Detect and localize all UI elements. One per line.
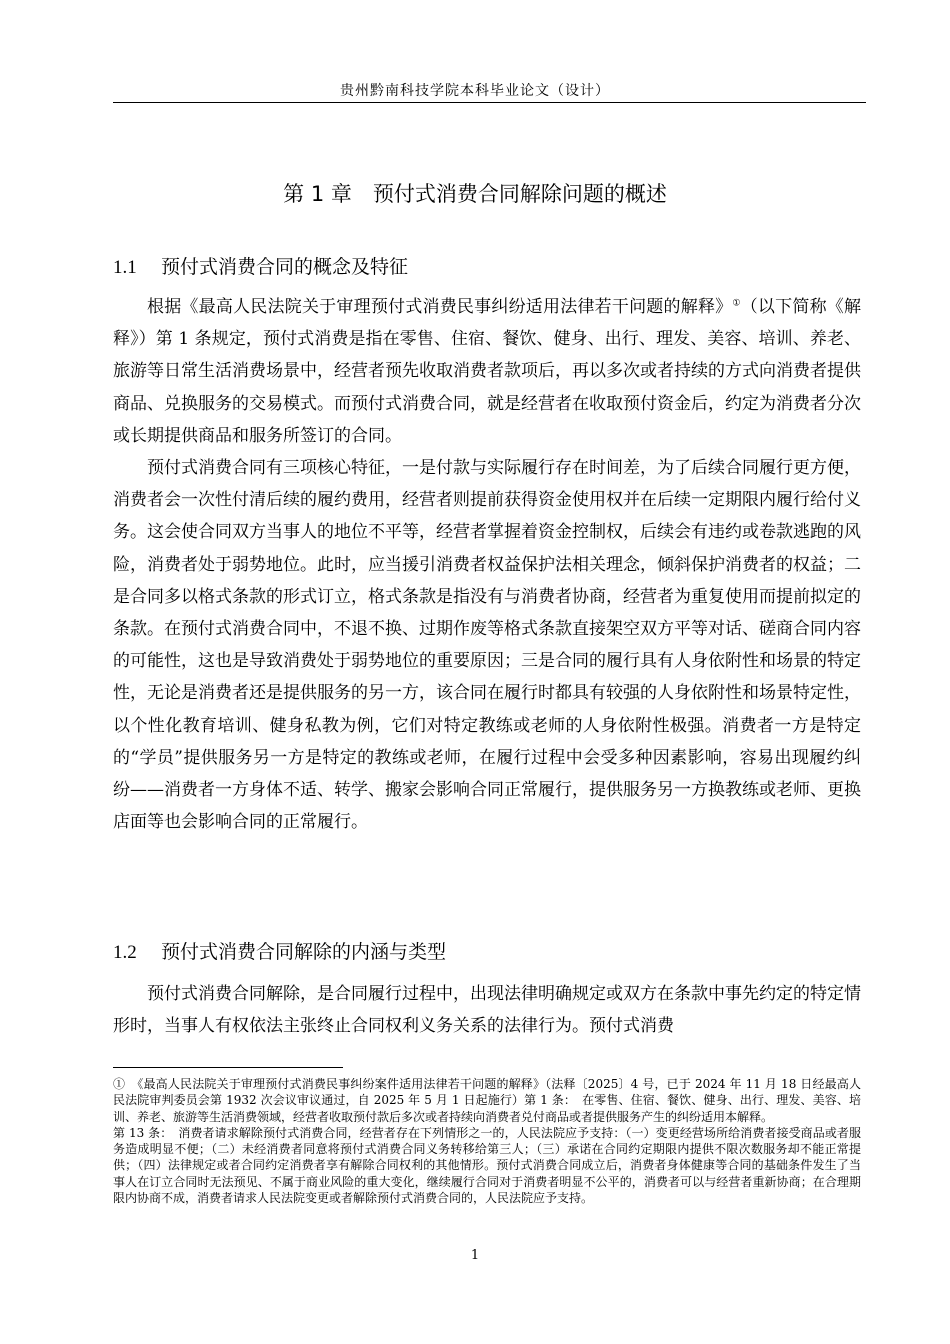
running-header: 贵州黔南科技学院本科毕业论文（设计） <box>340 83 610 99</box>
section-1-2-body <box>113 978 861 1042</box>
section-title-1-1 <box>113 252 408 279</box>
page-number: 1 <box>470 1248 480 1263</box>
section-number: 1.2 <box>113 942 137 963</box>
paragraph: 根据《最高人民法院关于审理预付式消费民事纠纷适用法律若干问题的解释》①（以下简称《解释》）第 1 条规定，预付式消费是指在零售、住宿、餐饮、健身、出行、理发、美容、培训、养老、旅游等日常生活消费场景中，经营者预先收取消费者款项后，再以多次或者持续的方式向消费者提供商品、兑换服务的交易模式。而预付式消费合同，就是经营者在收取预付资金后，约定为消费者分次或长期提供商品和服务所签订的合同。 <box>113 297 862 446</box>
footnote-ref[interactable]: ① <box>732 298 741 309</box>
section-heading: 预付式消费合同解除的内涵与类型 <box>161 941 447 963</box>
chapter-title: 第 1 章 预付式消费合同解除问题的概述 <box>283 182 667 206</box>
section-1-1-body <box>113 291 861 838</box>
footnotes <box>113 1076 861 1206</box>
paragraph: 预付式消费合同有三项核心特征，一是付款与实际履行存在时间差，为了后续合同履行更方便，消费者会一次性付清后续的履约费用，经营者则提前获得资金使用权并在后续一定期限内履行给付义务。这会使合同双方当事人的地位不平等，经营者掌握着资金控制权，后续会有违约或卷款逃跑的风险，消费者处于弱势地位。此时，应当援引消费者权益保护法相关理念，倾斜保护消费者的权益；二是合同多以格式条款的形式订立，格式条款是指没有与消费者协商，经营者为重复使用而提前拟定的条款。在预付式消费合同中，不退不换、过期作废等格式条款直接架空双方平等对话、磋商合同内容的可能性，这也是导致消费处于弱势地位的重要原因；三是合同的履行具有人身依附性和场景的特定性，无论是消费者还是提供服务的另一方，该合同在履行时都具有较强的人身依附性和场景特定性，以个性化教育培训、健身私教为例，它们对特定教练或老师的人身依附性极强。消费者一方是特定的“学员”提供服务另一方是特定的教练或老师，在履行过程中会受多种因素影响，容易出现履约纠纷——消费者一方身体不适、转学、搬家会影响合同正常履行，提供服务另一方换教练或老师、更换店面等也会影响合同的正常履行。 <box>113 458 861 833</box>
footnote: ① 《最高人民法院关于审理预付式消费民事纠纷案件适用法律若干问题的解释》（法释〔2025〕4 号，已于 2024 年 11 月 18 日经最高人民法院审判委员会第 1932 次会议审议通过，自 2025 年 5 月 1 日起施行）第 1 条： 在零售、住宿、餐饮、健身、出行、理发、美容、培训、养老、旅游等生活消费领域，经营者收取预付款后多次或者持续向消费者兑付商品或者提供服务产生的纠纷适用本解释。 <box>113 1077 861 1124</box>
section-heading: 预付式消费合同的概念及特征 <box>161 256 409 278</box>
header-rule <box>113 102 866 103</box>
section-title-1-2 <box>113 937 446 964</box>
footnote: 第 13 条： 消费者请求解除预付式消费合同，经营者存在下列情形之一的，人民法院应予支持：（一）变更经营场所给消费者接受商品或者服务造成明显不便；（二）未经消费者同意将预付式消费合同义务转移给第三人；（三）承诺在合同约定期限内提供不限次数服务却不能正常提供；（四）法律规定或者合同约定消费者享有解除合同权利的其他情形。预付式消费合同成立后，消费者身体健康等合同的基础条件发生了当事人在订立合同时无法预见、不属于商业风险的重大变化，继续履行合同对于消费者明显不公平的，消费者可以与经营者重新协商；在合理期限内协商不成，消费者请求人民法院变更或者解除预付式消费合同的，人民法院应予支持。 <box>113 1125 861 1206</box>
section-number: 1.1 <box>113 257 137 278</box>
paragraph: 预付式消费合同解除，是合同履行过程中，出现法律明确规定或双方在条款中事先约定的特定情形时，当事人有权依法主张终止合同权利义务关系的法律行为。预付式消费 <box>113 984 861 1037</box>
footnote-rule <box>113 1067 343 1068</box>
